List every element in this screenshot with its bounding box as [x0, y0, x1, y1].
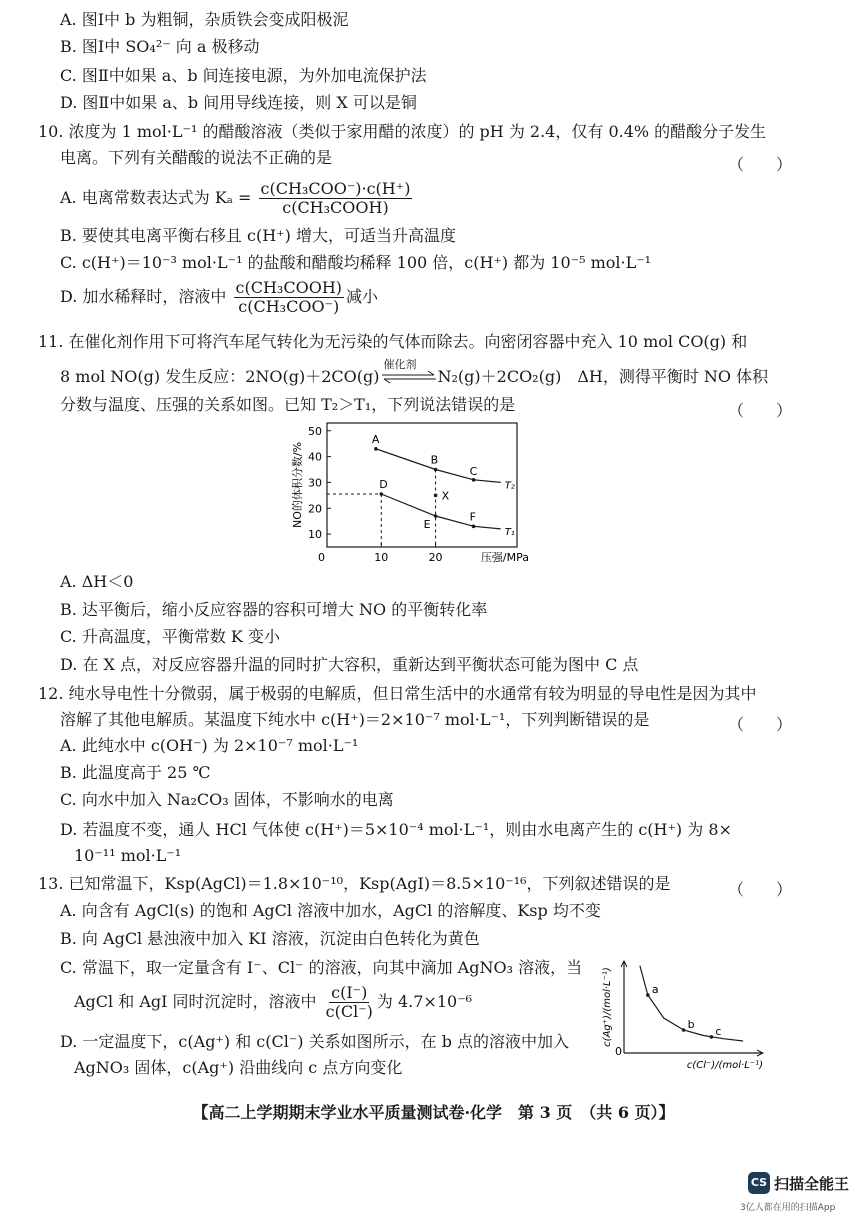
point-label: B — [430, 453, 439, 467]
data-point — [434, 468, 438, 472]
curve-point — [710, 1035, 714, 1039]
series-label: T₂ — [504, 480, 515, 492]
q9-option-a: A. 图Ⅰ中 b 为粗铜，杂质铁会变成阳极泥 — [60, 10, 349, 29]
q12-answer-paren: （ ） — [728, 715, 793, 734]
scanner-tagline: 3亿人都在用的扫描App — [740, 1203, 836, 1213]
q11-stem-3: 分数与温度、压强的关系如图。已知 T₂＞T₁，下列说法错误的是 — [60, 395, 516, 414]
q11-option-c: C. 升高温度，平衡常数 K 变小 — [60, 627, 280, 646]
q13-option-c-2: AgCl 和 AgI 同时沉淀时，溶液中 $\frac{c(I^-)}{c(Cl^-)}$ 为 4.7×10⁻⁶ — [74, 983, 473, 1021]
point-label: X — [441, 489, 450, 503]
point-label: C — [469, 464, 478, 478]
q13-option-d-2: AgNO₃ 固体，c(Ag⁺) 沿曲线向 c 点方向变化 — [74, 1058, 403, 1077]
q10-option-b: B. 要使其电离平衡右移且 c(H⁺) 增大，可适当升高温度 — [60, 226, 456, 245]
q12-stem: 12. 纯水导电性十分微弱，属于极弱的电解质，但日常生活中的水通常有较为明显的导电性是因为其中 — [38, 684, 757, 703]
x-axis-label: c(Cl⁻)/(mol·L⁻¹) — [686, 1060, 763, 1071]
y-tick-label: 20 — [308, 502, 322, 516]
q11-answer-paren: （ ） — [728, 401, 793, 420]
q11-stem: 11. 在催化剂作用下可将汽车尾气转化为无污染的气体而除去。向密闭容器中充入 10 mol CO(g) 和 — [38, 332, 748, 351]
q12-option-a: A. 此纯水中 c(OH⁻) 为 2×10⁻⁷ mol·L⁻¹ — [60, 736, 359, 755]
data-point — [374, 447, 378, 451]
q10-option-a: A. 电离常数表达式为 Kₐ = $\frac{\text{c(CH₃COO⁻)·c(H⁺)}}{\text{c(CH₃COOH)}}$ — [60, 179, 411, 217]
y-tick-label: 30 — [308, 476, 322, 490]
q10-option-d: D. 加水稀释时，溶液中 $\frac{\text{c(CH₃COOH)}}{\text{c(CH₃COO⁻)}}$ 减小 — [60, 278, 379, 316]
y-axis-label: c(Ag⁺)/(mol·L⁻¹) — [602, 967, 613, 1047]
curve-point-label: b — [687, 1018, 695, 1031]
q10-d-fraction: $\frac{\text{c(CH₃COOH)}}{\text{c(CH₃COO⁻)}}$ — [235, 278, 343, 316]
data-point — [472, 478, 476, 482]
ag-cl-chart — [598, 955, 773, 1075]
curve-point — [682, 1028, 686, 1032]
curve-point — [646, 993, 650, 997]
x-tick-label: 20 — [428, 551, 443, 564]
q13-option-b: B. 向 AgCl 悬浊液中加入 KI 溶液，沉淀由白色转化为黄色 — [60, 929, 480, 948]
q9-option-d: D. 图Ⅱ中如果 a、b 间用导线连接，则 X 可以是铜 — [60, 93, 417, 112]
scanner-logo — [740, 1172, 850, 1213]
q13-option-c: C. 常温下，取一定量含有 I⁻、Cl⁻ 的溶液，向其中滴加 AgNO₃ 溶液，当 — [60, 958, 583, 977]
scanner-name: 扫描全能王 — [774, 1174, 850, 1193]
y-tick-label: 50 — [308, 424, 322, 438]
x-tick-label: 10 — [374, 551, 389, 564]
series-label: T₁ — [504, 526, 515, 538]
q11-stem-2: 8 mol NO(g) 发生反应：2NO(g)＋2CO(g) 催化剂 N₂(g)＋2CO₂(g) ΔH，测得平衡时 NO 体积 — [60, 358, 769, 386]
q10-option-c: C. c(H⁺)＝10⁻³ mol·L⁻¹ 的盐酸和醋酸均稀释 100 倍，c(H⁺) 都为 10⁻⁵ mol·L⁻¹ — [60, 253, 652, 272]
q12-option-d-2: 10⁻¹¹ mol·L⁻¹ — [74, 846, 182, 865]
origin-label: 0 — [615, 1045, 622, 1058]
plot-frame — [327, 423, 517, 547]
data-point — [434, 514, 438, 518]
point-label: F — [469, 510, 476, 524]
q9-option-b: B. 图Ⅰ中 SO₄²⁻ 向 a 极移动 — [60, 37, 260, 56]
page-footer: 【高二上学期期末学业水平质量测试卷·化学 第 3 页 （共 6 页）】 — [192, 1103, 675, 1122]
q13-stem: 13. 已知常温下，Ksp(AgCl)＝1.8×10⁻¹⁰，Ksp(AgI)＝8.5×10⁻¹⁶，下列叙述错误的是 — [38, 874, 671, 893]
q12-stem-2: 溶解了其他电解质。某温度下纯水中 c(H⁺)＝2×10⁻⁷ mol·L⁻¹，下列判断错误的是 — [60, 710, 650, 729]
q12-option-d: D. 若温度不变，通人 HCl 气体使 c(H⁺)＝5×10⁻⁴ mol·L⁻¹，则由水电离产生的 c(H⁺) 为 8× — [60, 820, 732, 839]
q13-option-d: D. 一定温度下，c(Ag⁺) 和 c(Cl⁻) 关系如图所示，在 b 点的溶液中加入 — [60, 1032, 570, 1051]
q11-option-b: B. 达平衡后，缩小反应容器的容积可增大 NO 的平衡转化率 — [60, 600, 488, 619]
origin-label: 0 — [318, 551, 325, 564]
q11-option-a: A. ΔH＜0 — [60, 572, 134, 591]
q12-option-b: B. 此温度高于 25 ℃ — [60, 763, 211, 782]
cs-badge-icon: CS — [748, 1172, 770, 1194]
curve-point-label: c — [715, 1024, 722, 1038]
q10-answer-paren: （ ） — [728, 155, 793, 174]
q13-option-a: A. 向含有 AgCl(s) 的饱和 AgCl 溶液中加水，AgCl 的溶解度、Ksp 均不变 — [60, 901, 601, 920]
q11-option-d: D. 在 X 点，对反应容器升温的同时扩大容积，重新达到平衡状态可能为图中 C 点 — [60, 655, 639, 674]
data-point — [472, 525, 476, 529]
point-label: D — [379, 478, 388, 492]
series-line — [376, 449, 501, 483]
y-tick-label: 40 — [308, 450, 322, 464]
y-axis-label: NO的体积分数/% — [291, 441, 304, 529]
q9-option-c: C. 图Ⅱ中如果 a、b 间连接电源，为外加电流保护法 — [60, 66, 427, 85]
catalyst-arrow: 催化剂 — [380, 367, 438, 387]
data-point — [379, 492, 383, 496]
no-fraction-chart — [285, 415, 545, 565]
point-label: E — [423, 518, 431, 531]
q13-answer-paren: （ ） — [728, 880, 793, 899]
point-label: A — [371, 432, 380, 446]
curve-point-label: a — [651, 983, 659, 997]
q10-a-fraction: $\frac{\text{c(CH₃COO⁻)·c(H⁺)}}{\text{c(CH₃COOH)}}$ — [260, 179, 411, 217]
q10-stem: 10. 浓度为 1 mol·L⁻¹ 的醋酸溶液（类似于家用醋的浓度）的 pH 为 2.4，仅有 0.4% 的醋酸分子发生 — [38, 122, 767, 141]
q13-c-fraction: $\frac{c(I^-)}{c(Cl^-)}$ — [325, 983, 373, 1021]
q10-stem-2: 电离。下列有关醋酸的说法不正确的是 — [60, 148, 333, 167]
y-tick-label: 10 — [308, 528, 322, 542]
q12-option-c: C. 向水中加入 Na₂CO₃ 固体，不影响水的电离 — [60, 790, 394, 809]
x-axis-label: 压强/MPa — [480, 551, 529, 564]
data-point — [434, 494, 438, 498]
